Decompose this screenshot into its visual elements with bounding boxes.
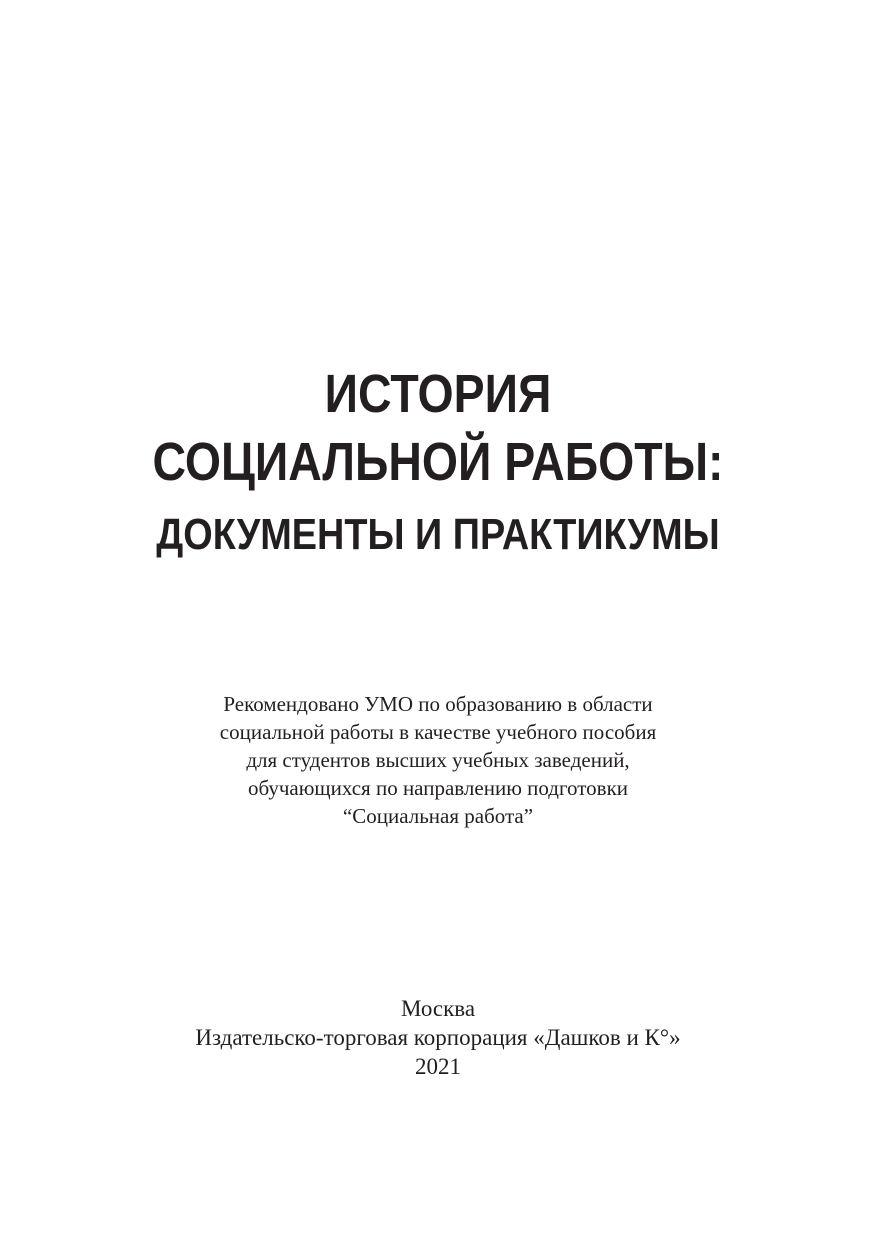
recommendation-line: “Социальная работа”	[342, 804, 534, 828]
recommendation-line: обучающихся по направлению подготовки	[247, 776, 629, 800]
recommendation-line: социальной работы в качестве учебного пособия	[219, 720, 657, 744]
title-line-1: ИСТОРИЯ	[324, 364, 552, 424]
title-line-3: ДОКУМЕНТЫ И ПРАКТИКУМЫ	[156, 510, 720, 559]
book-title	[0, 362, 876, 572]
imprint-publisher: Издательско-торговая корпорация «Дашков и К°»	[195, 1025, 681, 1050]
imprint-year: 2021	[415, 1054, 461, 1079]
imprint	[0, 994, 876, 1081]
recommendation-line: для студентов высших учебных заведений,	[246, 748, 630, 772]
recommendation-line: Рекомендовано УМО по образованию в области	[223, 692, 653, 716]
recommendation-note	[0, 690, 876, 830]
title-line-2: СОЦИАЛЬНОЙ РАБОТЫ:	[152, 432, 724, 492]
imprint-city: Москва	[400, 996, 476, 1021]
